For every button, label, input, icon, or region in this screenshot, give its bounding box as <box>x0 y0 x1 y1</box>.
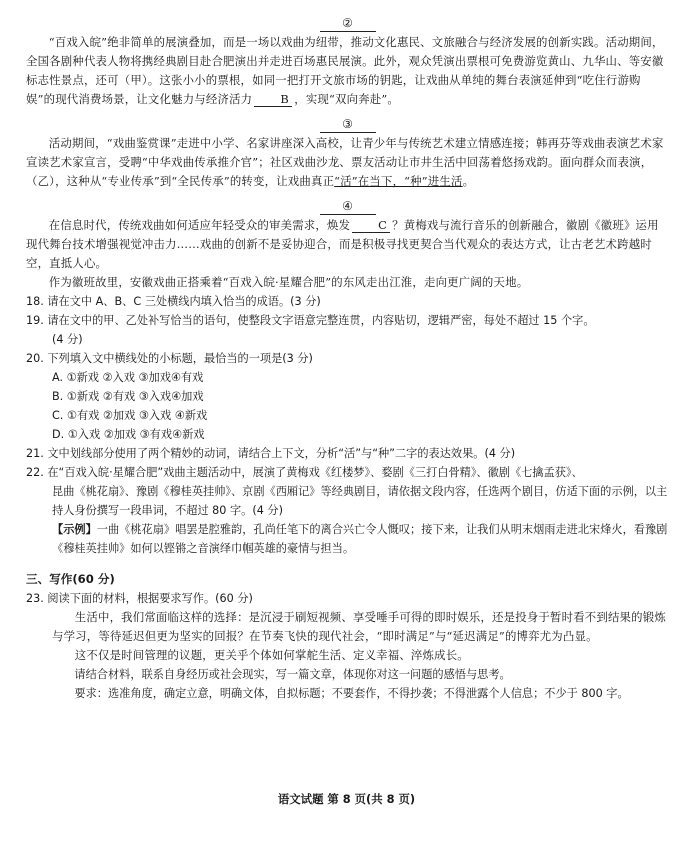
section-2-number: ② <box>320 16 376 32</box>
section-4-text-cont: ？黄梅戏与流行音乐的创新融合，徽剧《徽班》运用现代舞台技术增强视觉冲击力……戏曲的创新不是妥协迎合，而是积极寻找更契合当代观众的表达方式，让古老艺术跨越时空，直抵人心。 <box>26 218 659 270</box>
blank-c: C <box>352 218 390 233</box>
section-4-number: ④ <box>320 199 376 215</box>
question-22: 22. 在“百戏入皖·星耀合肥”戏曲主题活动中，展演了黄梅戏《红楼梦》、婺剧《三打白骨精》、徽剧《七擒孟获》、 <box>26 466 583 479</box>
blank-b: B <box>254 92 292 107</box>
writing-part-title: 三、写作(60 分) <box>26 572 115 586</box>
question-21: 21. 文中划线部分使用了两个精妙的动词，请结合上下文，分析“活”与“种”二字的表达效果。(4 分) <box>26 447 516 460</box>
question-19: 19. 请在文中的甲、乙处补写恰当的语句，使整段文字语意完整连贯，内容贴切，逻辑严密，每处不超过 15 个字。 <box>26 314 595 327</box>
question-19-score: (4 分) <box>52 333 83 346</box>
section-3-text: 活动期间，“戏曲鉴赏课”走进中小学、名家讲座深入高校，让青少年与传统艺术建立情感连接；韩再芬等戏曲表演艺术家宣读艺术家宣言，受聘“中华戏曲传承推介官”；社区戏曲沙龙、票友活动让市井生活中回荡着悠扬戏韵。面向群众而表演，（乙），这种从“专业传承”到“全民传承”的转变，让戏曲真正 <box>26 136 664 188</box>
section-3-heading <box>26 115 669 134</box>
section-4-heading <box>26 197 669 216</box>
section-2-paragraph <box>26 33 669 109</box>
material-paragraph-1: 生活中，我们常面临这样的选择：是沉浸于刷短视频、享受唾手可得的即时娱乐，还是投身于暂时看不到结果的锻炼与学习，等待延迟但更为坚实的回报？在节奏飞快的现代社会，“即时满足”与“延迟满足”的博弈尤为凸显。 <box>52 610 666 643</box>
section-4-paragraph <box>26 216 669 273</box>
section-3-text-end: 。 <box>462 174 475 188</box>
question-20: 20. 下列填入文中横线处的小标题，最恰当的一项是(3 分) <box>26 352 313 365</box>
question-20-option-b: B. ①新戏 ②有戏 ③入戏④加戏 <box>52 390 204 403</box>
section-4-paragraph-2: 作为徽班故里，安徽戏曲正搭乘着“百戏入皖·星耀合肥”的东风走出江淮，走向更广阔的天地。 <box>48 275 529 289</box>
question-23: 23. 阅读下面的材料，根据要求写作。(60 分) <box>26 592 253 605</box>
section-2-heading <box>26 14 669 33</box>
underlined-phrase: “活”在当下，“种”进生活 <box>334 174 463 188</box>
example-label: 【示例】 <box>52 523 97 536</box>
question-20-option-c: C. ①有戏 ②加戏 ③入戏 ④新戏 <box>52 409 208 422</box>
question-18: 18. 请在文中 A、B、C 三处横线内填入恰当的成语。(3 分) <box>26 295 321 308</box>
section-4-text: 在信息时代，传统戏曲如何适应年轻受众的审美需求，焕发 <box>48 218 351 232</box>
example-text: 一曲《桃花扇》唱罢是腔雅韵，孔尚任笔下的离合兴亡令人慨叹；接下来，让我们从明末烟雨走进北宋烽火，看豫剧《穆桂英挂帅》如何以铿锵之音演绎巾帼英雄的豪情与担当。 <box>52 523 668 555</box>
page-footer: 语文试题 第 8 页(共 8 页) <box>277 792 416 806</box>
question-22-example <box>26 520 669 558</box>
section-3-number: ③ <box>320 117 376 133</box>
section-3-paragraph <box>26 134 669 191</box>
material-paragraph-2: 这不仅是时间管理的议题，更关乎个体如何掌舵生活、定义幸福、淬炼成长。 <box>74 648 469 662</box>
writing-requirements: 要求：选准角度，确定立意，明确文体，自拟标题；不要套作，不得抄袭；不得泄露个人信息；不少于 800 字。 <box>74 687 629 700</box>
writing-instruction: 请结合材料，联系自身经历或社会现实，写一篇文章，体现你对这一问题的感悟与思考。 <box>74 668 511 681</box>
question-20-option-a: A. ①新戏 ②入戏 ③加戏④有戏 <box>52 371 204 384</box>
section-2-text: “百戏入皖”绝非简单的展演叠加，而是一场以戏曲为纽带，推动文化惠民、文旅融合与经济发展的创新实践。活动期间，全国各剧种代表人物将携经典剧目赴合肥演出并走进百场惠民展演。此外，观众凭演出票根可免费游览黄山、九华山、等安徽标志性景点，还可（甲）。这张小小的票根，如同一把打开文旅市场的钥匙，让戏曲从单纯的舞台表演延伸到“吃住行游购娱”的现代消费场景，让文化魅力与经济活力 <box>26 35 664 106</box>
section-2-text-end: ，实现“双向奔赴”。 <box>294 92 400 106</box>
question-20-option-d: D. ①入戏 ②加戏 ③有戏④新戏 <box>52 428 205 441</box>
question-22-cont: 昆曲《桃花扇》、豫剧《穆桂英挂帅》、京剧《西厢记》等经典剧目，请依据文段内容，任选两个剧目，仿适下面的示例，以主持人身份撰写一段串词，不超过 80 字。(4 分) <box>52 485 668 517</box>
